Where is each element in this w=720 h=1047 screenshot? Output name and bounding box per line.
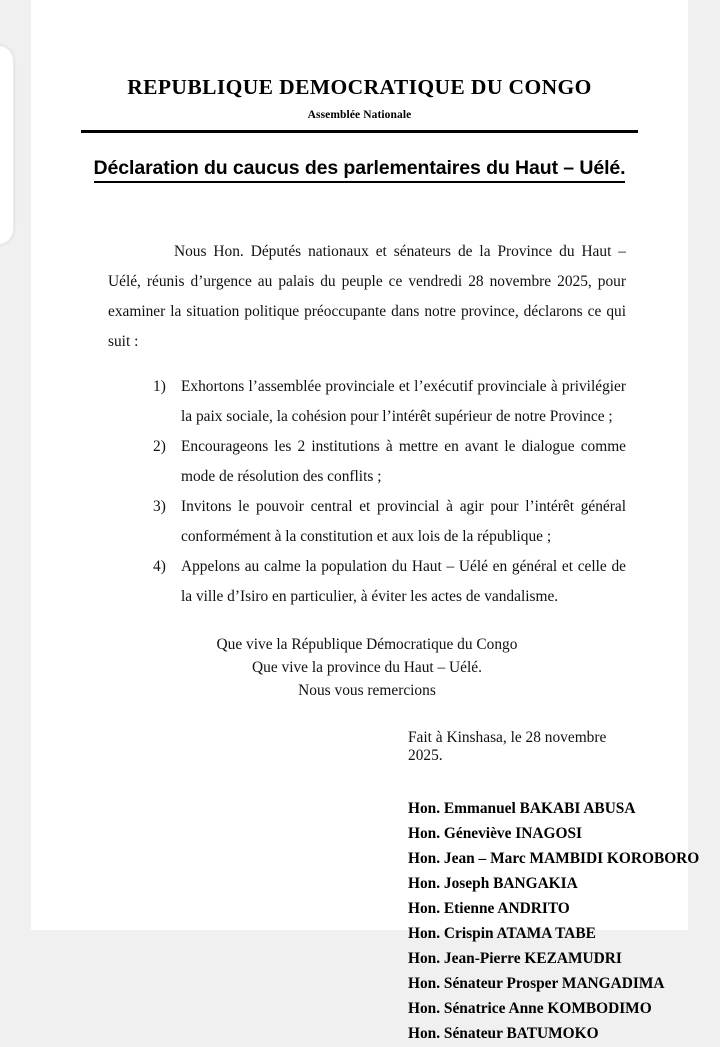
signatory-name: Hon. Sénateur BATUMOKO [408, 1024, 599, 1042]
signatory-name: Hon. Géneviève INAGOSI [408, 825, 583, 843]
header-divider [81, 130, 638, 133]
signatory-name: Hon. Crispin ATAMA TABE [408, 925, 596, 943]
document-page [31, 0, 700, 1042]
declaration-item: Appelons au calme la population du Haut – Uélé en général et celle de la ville d’Isiro en particulier, à éviter les actes de vandalisme. [181, 558, 626, 606]
signatory-list [108, 797, 700, 1047]
closing-line: Nous vous remercions [298, 681, 436, 699]
signatory-name: Hon. Jean-Pierre KEZAMUDRI [408, 950, 622, 968]
document-subject-title [31, 157, 688, 180]
republic-title: REPUBLIQUE DEMOCRATIQUE DU CONGO [127, 75, 592, 99]
closing-line: Que vive la province du Haut – Uélé. [252, 659, 482, 677]
signatory-name: Hon. Etienne ANDRITO [408, 900, 570, 918]
document-header [31, 0, 688, 121]
signatory-name: Hon. Joseph BANGAKIA [408, 875, 578, 893]
assembly-subtitle: Assemblée Nationale [307, 108, 412, 121]
signatory-name: Hon. Emmanuel BAKABI ABUSA [408, 800, 636, 818]
place-and-date: Fait à Kinshasa, le 28 novembre 2025. [408, 729, 607, 765]
signatory-name: Hon. Sénateur Prosper MANGADIMA [408, 975, 665, 992]
document-content [31, 0, 700, 1042]
signatory-name: Hon. Jean – Marc MAMBIDI KOROBORO [408, 850, 700, 868]
closing-block [108, 634, 626, 702]
document-body [71, 237, 700, 1047]
declaration-list [108, 372, 626, 612]
declaration-item: Invitons le pouvoir central et provincial à agir pour l’intérêt général conformément à la constitution et aux lois de la république ; [181, 498, 626, 546]
declaration-item: Exhortons l’assemblée provinciale et l’exécutif provinciale à privilégier la paix sociale, la cohésion pour l’intérêt supérieur de notre Province ; [181, 378, 626, 426]
closing-line: Que vive la République Démocratique du Congo [216, 636, 518, 654]
subject-title-text: Déclaration du caucus des parlementaires du Haut – Uélé. [94, 157, 626, 183]
adjacent-card-edge [0, 45, 14, 245]
signatory-name: Hon. Sénatrice Anne KOMBODIMO [408, 999, 652, 1017]
intro-paragraph: Nous Hon. Députés nationaux et sénateurs de la Province du Haut – Uélé, réunis d’urgence au palais du peuple ce vendredi 28 novembre 2025, pour examiner la situation politique préoccupante dans notre province, déclarons ce qui suit : [108, 242, 626, 350]
declaration-item: Encourageons les 2 institutions à mettre en avant le dialogue comme mode de résolution des conflits ; [181, 438, 626, 486]
